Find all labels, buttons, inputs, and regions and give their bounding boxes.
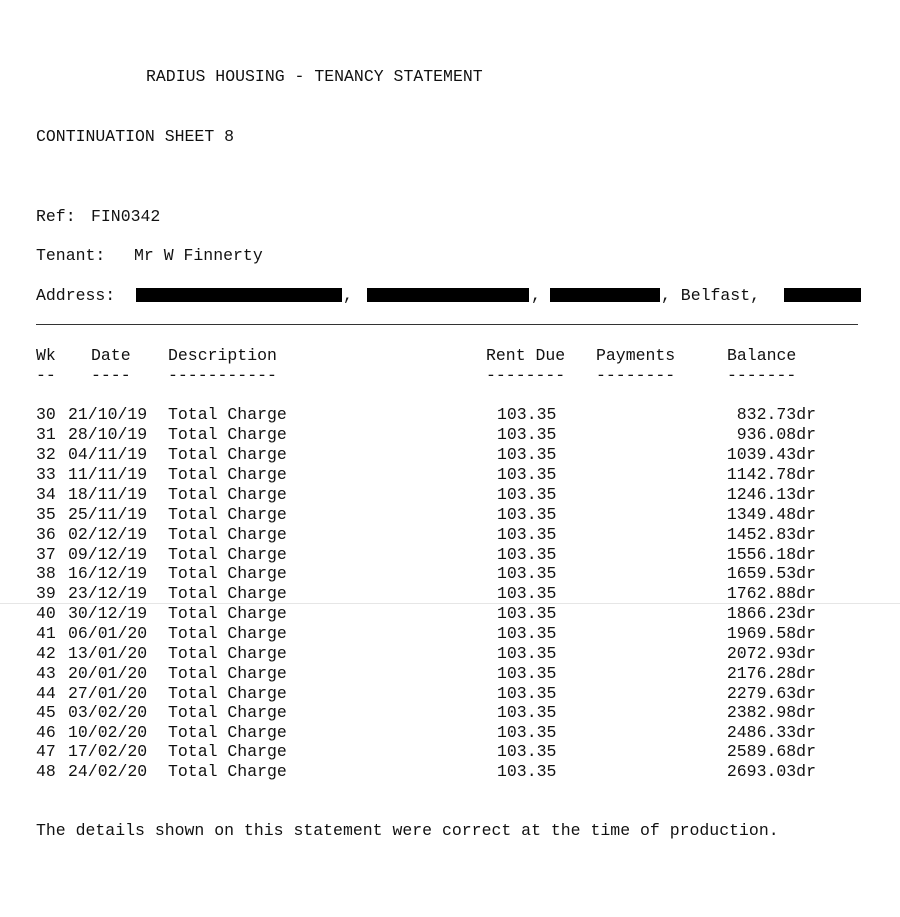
cell-description: Total Charge [168, 545, 287, 564]
table-row [0, 425, 900, 445]
cell-wk: 33 [36, 465, 56, 484]
cell-rent-due: 103.35 [497, 505, 557, 524]
cell-rent-due: 103.35 [497, 485, 557, 504]
table-row [0, 664, 900, 684]
table-row [0, 485, 900, 505]
cell-description: Total Charge [168, 485, 287, 504]
cell-rent-due: 103.35 [497, 564, 557, 583]
cell-date: 27/01/20 [68, 684, 148, 703]
cell-date: 11/11/19 [68, 465, 148, 484]
cell-wk: 36 [36, 525, 56, 544]
tenant-value: Mr W Finnerty [134, 246, 263, 265]
cell-description: Total Charge [168, 584, 287, 603]
cell-date: 30/12/19 [68, 604, 148, 623]
col-header-payments: Payments [596, 346, 676, 365]
ref-value: FIN0342 [91, 207, 161, 226]
continuation-sheet-label: CONTINUATION SHEET 8 [36, 127, 235, 146]
col-header-description: Description [168, 346, 277, 365]
col-header-wk: Wk [36, 346, 56, 365]
cell-description: Total Charge [168, 723, 287, 742]
cell-wk: 31 [36, 425, 56, 444]
table-row [0, 405, 900, 425]
cell-date: 13/01/20 [68, 644, 148, 663]
address-comma: , [343, 286, 353, 305]
cell-balance: 1246.13dr [726, 485, 816, 504]
cell-wk: 38 [36, 564, 56, 583]
cell-description: Total Charge [168, 644, 287, 663]
col-header-balance: Balance [727, 346, 797, 365]
cell-date: 02/12/19 [68, 525, 148, 544]
cell-rent-due: 103.35 [497, 584, 557, 603]
table-row [0, 624, 900, 644]
cell-balance: 2072.93dr [726, 644, 816, 663]
col-header-date: Date [91, 346, 131, 365]
col-underline-wk: -- [36, 366, 56, 385]
cell-date: 28/10/19 [68, 425, 148, 444]
cell-wk: 40 [36, 604, 56, 623]
cell-description: Total Charge [168, 762, 287, 781]
cell-balance: 1142.78dr [726, 465, 816, 484]
cell-balance: 936.08dr [736, 425, 816, 444]
cell-wk: 42 [36, 644, 56, 663]
cell-balance: 2693.03dr [726, 762, 816, 781]
table-row [0, 604, 900, 624]
cell-rent-due: 103.35 [497, 445, 557, 464]
cell-balance: 1762.88dr [726, 584, 816, 603]
cell-date: 03/02/20 [68, 703, 148, 722]
table-row [0, 505, 900, 525]
table-row [0, 545, 900, 565]
cell-description: Total Charge [168, 624, 287, 643]
cell-date: 09/12/19 [68, 545, 148, 564]
cell-rent-due: 103.35 [497, 405, 557, 424]
col-underline-payments: -------- [596, 366, 676, 385]
cell-date: 20/01/20 [68, 664, 148, 683]
table-row [0, 584, 900, 604]
cell-description: Total Charge [168, 445, 287, 464]
cell-wk: 32 [36, 445, 56, 464]
cell-wk: 34 [36, 485, 56, 504]
cell-balance: 1039.43dr [726, 445, 816, 464]
cell-wk: 35 [36, 505, 56, 524]
cell-wk: 45 [36, 703, 56, 722]
cell-description: Total Charge [168, 664, 287, 683]
cell-rent-due: 103.35 [497, 604, 557, 623]
cell-description: Total Charge [168, 405, 287, 424]
cell-date: 25/11/19 [68, 505, 148, 524]
cell-date: 04/11/19 [68, 445, 148, 464]
ref-label: Ref: [36, 207, 76, 226]
cell-wk: 39 [36, 584, 56, 603]
cell-description: Total Charge [168, 525, 287, 544]
footer-note: The details shown on this statement were correct at the time of production. [36, 821, 779, 840]
table-row [0, 525, 900, 545]
cell-description: Total Charge [168, 742, 287, 761]
redaction-bar [550, 288, 660, 302]
tenant-label: Tenant: [36, 246, 106, 265]
cell-rent-due: 103.35 [497, 525, 557, 544]
cell-rent-due: 103.35 [497, 664, 557, 683]
cell-balance: 2279.63dr [726, 684, 816, 703]
table-row [0, 445, 900, 465]
table-row [0, 644, 900, 664]
col-underline-date: ---- [91, 366, 131, 385]
col-underline-rent-due: -------- [486, 366, 566, 385]
cell-rent-due: 103.35 [497, 723, 557, 742]
address-city: , Belfast, [661, 286, 761, 305]
cell-rent-due: 103.35 [497, 465, 557, 484]
cell-description: Total Charge [168, 564, 287, 583]
cell-balance: 1866.23dr [726, 604, 816, 623]
cell-wk: 46 [36, 723, 56, 742]
cell-rent-due: 103.35 [497, 684, 557, 703]
table-row [0, 465, 900, 485]
cell-wk: 43 [36, 664, 56, 683]
cell-rent-due: 103.35 [497, 703, 557, 722]
cell-wk: 41 [36, 624, 56, 643]
cell-description: Total Charge [168, 505, 287, 524]
cell-date: 23/12/19 [68, 584, 148, 603]
col-header-rent-due: Rent Due [486, 346, 566, 365]
cell-date: 17/02/20 [68, 742, 148, 761]
cell-wk: 30 [36, 405, 56, 424]
cell-date: 24/02/20 [68, 762, 148, 781]
cell-balance: 2486.33dr [726, 723, 816, 742]
redaction-bar [136, 288, 342, 302]
cell-balance: 832.73dr [736, 405, 816, 424]
cell-description: Total Charge [168, 684, 287, 703]
cell-date: 18/11/19 [68, 485, 148, 504]
cell-rent-due: 103.35 [497, 624, 557, 643]
statement-title: RADIUS HOUSING - TENANCY STATEMENT [146, 67, 483, 86]
cell-wk: 37 [36, 545, 56, 564]
table-row [0, 564, 900, 584]
cell-rent-due: 103.35 [497, 545, 557, 564]
cell-description: Total Charge [168, 465, 287, 484]
cell-date: 21/10/19 [68, 405, 148, 424]
cell-description: Total Charge [168, 604, 287, 623]
cell-wk: 47 [36, 742, 56, 761]
table-row [0, 762, 900, 782]
cell-wk: 48 [36, 762, 56, 781]
cell-rent-due: 103.35 [497, 644, 557, 663]
cell-balance: 1969.58dr [726, 624, 816, 643]
cell-rent-due: 103.35 [497, 425, 557, 444]
redaction-bar [367, 288, 529, 302]
header-divider [36, 324, 858, 325]
cell-rent-due: 103.35 [497, 762, 557, 781]
cell-balance: 1452.83dr [726, 525, 816, 544]
address-label: Address: [36, 286, 116, 305]
col-underline-description: ----------- [168, 366, 277, 385]
cell-description: Total Charge [168, 703, 287, 722]
cell-date: 10/02/20 [68, 723, 148, 742]
table-row [0, 742, 900, 762]
cell-balance: 1659.53dr [726, 564, 816, 583]
cell-balance: 2589.68dr [726, 742, 816, 761]
cell-date: 16/12/19 [68, 564, 148, 583]
cell-balance: 2382.98dr [726, 703, 816, 722]
table-row [0, 723, 900, 743]
cell-balance: 1349.48dr [726, 505, 816, 524]
cell-balance: 2176.28dr [726, 664, 816, 683]
address-comma: , [531, 286, 541, 305]
redaction-bar [784, 288, 861, 302]
cell-wk: 44 [36, 684, 56, 703]
table-row [0, 684, 900, 704]
cell-balance: 1556.18dr [726, 545, 816, 564]
table-row [0, 703, 900, 723]
cell-description: Total Charge [168, 425, 287, 444]
col-underline-balance: ------- [727, 366, 797, 385]
cell-rent-due: 103.35 [497, 742, 557, 761]
cell-date: 06/01/20 [68, 624, 148, 643]
